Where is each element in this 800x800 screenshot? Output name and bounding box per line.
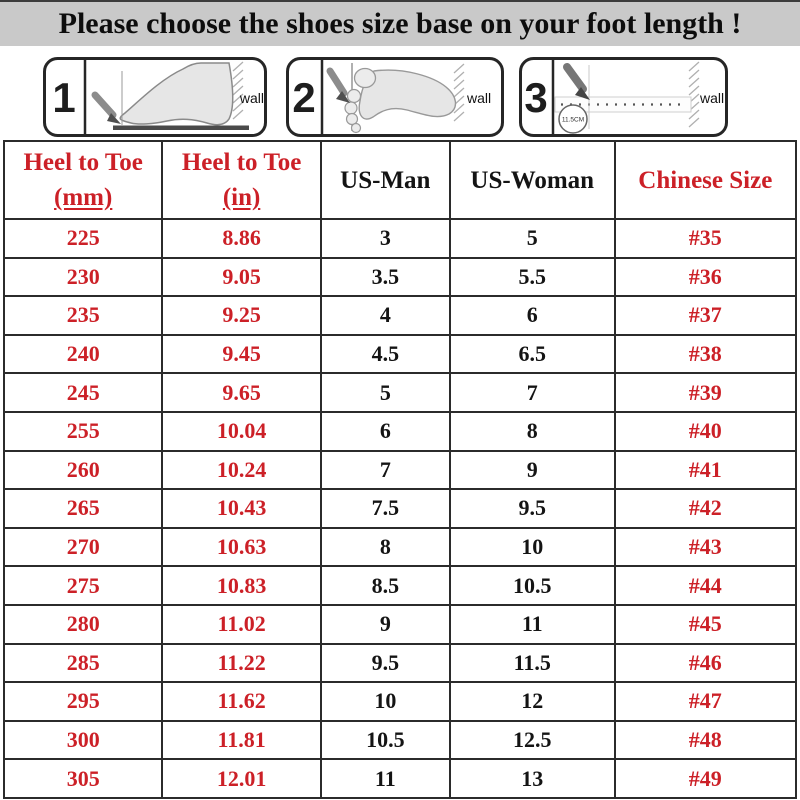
measure-step-3-diagram <box>519 57 728 137</box>
chinese-size-cell: #38 <box>615 335 796 374</box>
page-title: Please choose the shoes size base on your foot length ! <box>0 0 800 46</box>
table-row <box>4 644 796 683</box>
measure-instructions <box>0 46 800 140</box>
chinese-size-cell: #35 <box>615 219 796 258</box>
heel-to-toe-mm-cell: 305 <box>4 759 162 798</box>
us-man-cell: 6 <box>321 412 450 451</box>
us-woman-cell: 6 <box>450 296 615 335</box>
us-woman-cell: 11 <box>450 605 615 644</box>
heel-to-toe-in-cell: 9.25 <box>162 296 320 335</box>
col-header-us-woman: US-Woman <box>450 141 615 219</box>
heel-to-toe-in-cell: 11.62 <box>162 682 320 721</box>
us-man-cell: 8 <box>321 528 450 567</box>
chinese-size-cell: #36 <box>615 258 796 297</box>
heel-to-toe-mm-cell: 265 <box>4 489 162 528</box>
us-man-cell: 10.5 <box>321 721 450 760</box>
toe <box>345 102 357 114</box>
us-woman-cell: 12 <box>450 682 615 721</box>
wall-label: wall <box>239 90 264 106</box>
us-man-cell: 5 <box>321 373 450 412</box>
heel-to-toe-in-cell: 10.04 <box>162 412 320 451</box>
heel-to-toe-in-cell: 8.86 <box>162 219 320 258</box>
us-woman-cell: 9 <box>450 451 615 490</box>
heel-to-toe-mm-cell: 240 <box>4 335 162 374</box>
col-header-heel-to-toe-in <box>162 141 320 219</box>
toe <box>348 90 361 103</box>
us-woman-cell: 9.5 <box>450 489 615 528</box>
us-woman-cell: 11.5 <box>450 644 615 683</box>
heel-to-toe-mm-cell: 270 <box>4 528 162 567</box>
us-woman-cell: 10.5 <box>450 566 615 605</box>
table-row <box>4 412 796 451</box>
us-woman-cell: 10 <box>450 528 615 567</box>
heel-to-toe-mm-cell: 275 <box>4 566 162 605</box>
heel-to-toe-mm-cell: 260 <box>4 451 162 490</box>
heel-to-toe-mm-cell: 230 <box>4 258 162 297</box>
chinese-size-cell: #46 <box>615 644 796 683</box>
heel-to-toe-mm-cell: 285 <box>4 644 162 683</box>
heel-to-toe-in-cell: 9.65 <box>162 373 320 412</box>
heel-to-toe-mm-cell: 245 <box>4 373 162 412</box>
us-man-cell: 3 <box>321 219 450 258</box>
heel-to-toe-in-cell: 11.22 <box>162 644 320 683</box>
chinese-size-cell: #48 <box>615 721 796 760</box>
chinese-size-cell: #39 <box>615 373 796 412</box>
step-number: 3 <box>524 74 548 121</box>
table-row <box>4 373 796 412</box>
col-header-chinese-size: Chinese Size <box>615 141 796 219</box>
chinese-size-cell: #45 <box>615 605 796 644</box>
us-woman-cell: 5.5 <box>450 258 615 297</box>
us-man-cell: 9 <box>321 605 450 644</box>
us-woman-cell: 13 <box>450 759 615 798</box>
heel-to-toe-in-cell: 12.01 <box>162 759 320 798</box>
table-row <box>4 528 796 567</box>
us-woman-cell: 8 <box>450 412 615 451</box>
col-header-heel-to-toe-mm <box>4 141 162 219</box>
us-man-cell: 4 <box>321 296 450 335</box>
chinese-size-cell: #42 <box>615 489 796 528</box>
table-row <box>4 489 796 528</box>
chinese-size-cell: #44 <box>615 566 796 605</box>
table-row <box>4 759 796 798</box>
us-man-cell: 9.5 <box>321 644 450 683</box>
table-row <box>4 296 796 335</box>
table-row <box>4 605 796 644</box>
heel-to-toe-mm-cell: 280 <box>4 605 162 644</box>
step-number: 2 <box>292 74 316 121</box>
heel-to-toe-in-cell: 10.83 <box>162 566 320 605</box>
us-man-cell: 7.5 <box>321 489 450 528</box>
us-woman-cell: 5 <box>450 219 615 258</box>
us-man-cell: 7 <box>321 451 450 490</box>
us-man-cell: 10 <box>321 682 450 721</box>
wall-label: wall <box>700 90 725 106</box>
table-row <box>4 335 796 374</box>
table-row <box>4 219 796 258</box>
us-woman-cell: 12.5 <box>450 721 615 760</box>
heel-to-toe-mm-cell: 235 <box>4 296 162 335</box>
measure-step-2-diagram <box>286 57 504 137</box>
chinese-size-cell: #40 <box>615 412 796 451</box>
us-man-cell: 8.5 <box>321 566 450 605</box>
heel-to-toe-in-cell: 9.45 <box>162 335 320 374</box>
heel-to-toe-in-cell: 11.81 <box>162 721 320 760</box>
floor-baseline <box>113 126 249 131</box>
heel-to-toe-in-cell: 11.02 <box>162 605 320 644</box>
heel-to-toe-in-cell: 10.43 <box>162 489 320 528</box>
table-row <box>4 451 796 490</box>
table-row <box>4 258 796 297</box>
heel-to-toe-in-cell: 9.05 <box>162 258 320 297</box>
header-line1: Heel to Toe <box>181 149 302 176</box>
heel-to-toe-mm-cell: 255 <box>4 412 162 451</box>
col-header-us-man: US-Man <box>321 141 450 219</box>
size-table <box>3 140 797 799</box>
measure-step-1-diagram <box>43 57 267 137</box>
chinese-size-cell: #47 <box>615 682 796 721</box>
chinese-size-cell: #41 <box>615 451 796 490</box>
table-header-row <box>4 141 796 219</box>
chinese-size-cell: #37 <box>615 296 796 335</box>
step-number: 1 <box>52 74 76 121</box>
header-line2: (in) <box>222 184 261 211</box>
heel-to-toe-mm-cell: 295 <box>4 682 162 721</box>
heel-to-toe-mm-cell: 300 <box>4 721 162 760</box>
heel-to-toe-in-cell: 10.63 <box>162 528 320 567</box>
big-toe <box>355 69 376 88</box>
heel-to-toe-mm-cell: 225 <box>4 219 162 258</box>
table-row <box>4 682 796 721</box>
table-row <box>4 566 796 605</box>
us-man-cell: 3.5 <box>321 258 450 297</box>
chinese-size-cell: #43 <box>615 528 796 567</box>
toe <box>347 114 358 125</box>
chinese-size-cell: #49 <box>615 759 796 798</box>
table-row <box>4 721 796 760</box>
wall-label: wall <box>467 90 492 106</box>
header-line1: Heel to Toe <box>23 149 143 176</box>
us-woman-cell: 7 <box>450 373 615 412</box>
heel-to-toe-in-cell: 10.24 <box>162 451 320 490</box>
us-woman-cell: 6.5 <box>450 335 615 374</box>
measure-length-label: 11.5CM <box>561 116 585 124</box>
header-line2: (mm) <box>54 184 113 211</box>
us-man-cell: 4.5 <box>321 335 450 374</box>
us-man-cell: 11 <box>321 759 450 798</box>
size-table-body <box>4 219 796 798</box>
toe <box>352 124 361 133</box>
